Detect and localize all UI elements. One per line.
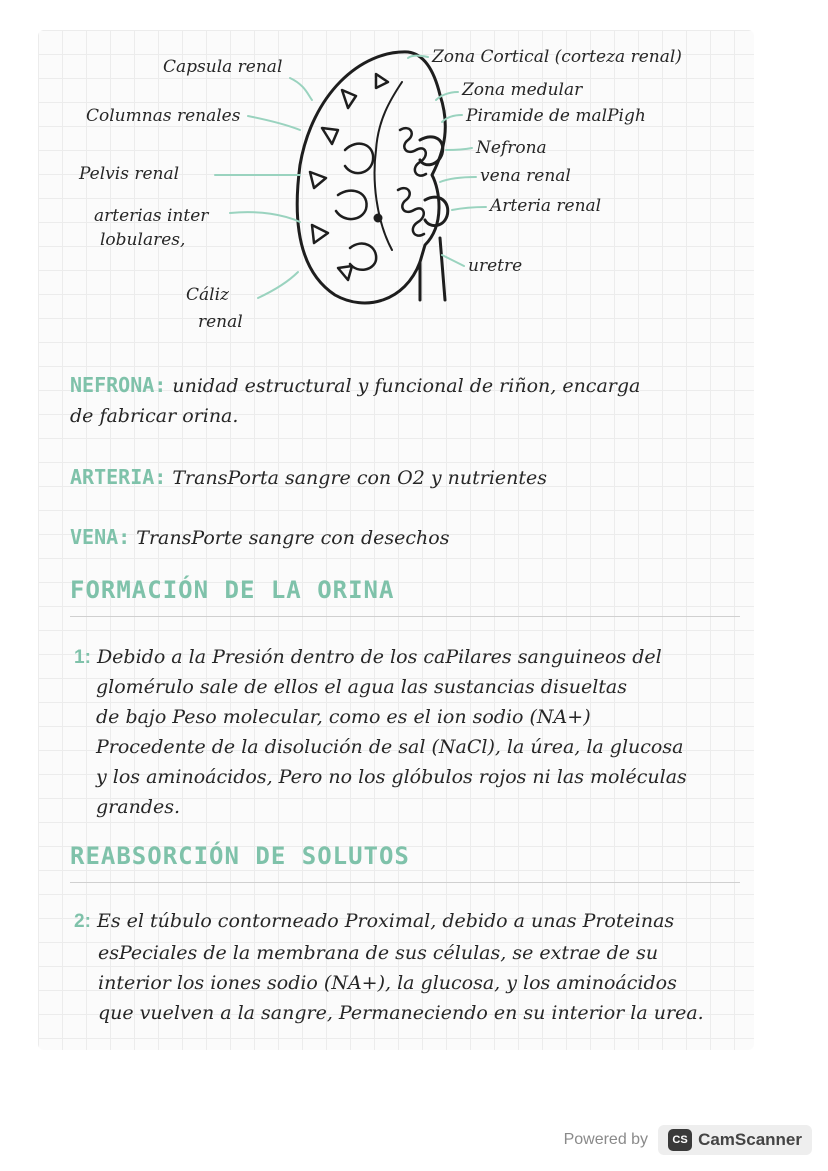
definition-arteria-text: TransPorta sangre con O2 y nutrientes <box>172 467 548 489</box>
label-vena-renal: vena renal <box>480 166 571 186</box>
term-nefrona: NEFRONA: <box>70 373 167 397</box>
section-title-reabsorcion: REABSORCIÓN DE SOLUTOS <box>70 842 410 870</box>
label-piramide: Piramide de malPigh <box>466 106 646 126</box>
definition-nefrona-line2: de fabricar orina. <box>70 405 239 427</box>
section-title-formacion: FORMACIÓN DE LA ORINA <box>70 576 395 604</box>
label-caliz: Cáliz <box>186 285 229 305</box>
section2-line1-text: Es el túbulo contorneado Proximal, debido a unas Proteinas <box>96 910 675 932</box>
label-pelvis-renal: Pelvis renal <box>79 164 180 184</box>
label-capsula-renal: Capsula renal <box>163 57 283 77</box>
term-arteria: ARTERIA: <box>70 465 167 489</box>
label-uretre: uretre <box>468 256 523 276</box>
section1-line-1 <box>74 642 662 673</box>
label-zona-cortical: Zona Cortical (corteza renal) <box>432 47 682 67</box>
section2-line-4: que vuelven a la sangre, Permaneciendo en su interior la urea. <box>98 1002 704 1024</box>
camscanner-watermark <box>564 1123 812 1157</box>
section1-line-4: Procedente de la disolución de sal (NaCl), la úrea, la glucosa <box>96 736 684 758</box>
camscanner-logo-icon: CS <box>668 1129 692 1151</box>
definition-arteria <box>70 462 547 493</box>
section1-line-2: glomérulo sale de ellos el agua las sustancias disueltas <box>96 676 628 698</box>
definition-vena <box>70 522 449 553</box>
section1-number: 1: <box>74 647 91 668</box>
section1-line-6: grandes. <box>96 796 181 818</box>
label-zona-medular: Zona medular <box>462 80 583 100</box>
section2-line-2: esPeciales de la membrana de sus células, se extrae de su <box>98 942 659 964</box>
label-lobulares: lobulares, <box>100 230 186 250</box>
label-caliz-renal: renal <box>198 312 243 332</box>
label-columnas-renales: Columnas renales <box>86 106 241 126</box>
label-arteria-renal: Arteria renal <box>490 196 602 216</box>
kidney-outline <box>297 52 445 303</box>
powered-by-text: Powered by <box>563 1131 649 1148</box>
definition-nefrona <box>70 370 640 401</box>
section2-line-1 <box>74 906 674 937</box>
divider <box>70 616 740 617</box>
section1-line1-text: Debido a la Presión dentro de los caPilares sanguineos del <box>96 646 662 668</box>
camscanner-brand <box>658 1125 812 1155</box>
term-vena: VENA: <box>70 525 131 549</box>
definition-vena-text: TransPorte sangre con desechos <box>136 527 450 549</box>
section2-line-3: interior los iones sodio (NA+), la glucosa, y los aminoácidos <box>98 972 677 994</box>
label-arterias-inter: arterias inter <box>94 206 209 226</box>
section2-number: 2: <box>74 911 91 932</box>
camscanner-name: CamScanner <box>698 1130 802 1149</box>
definition-nefrona-line1: unidad estructural y funcional de riñon, encarga <box>172 375 641 397</box>
section1-line-3: de bajo Peso molecular, como es el ion sodio (NA+) <box>96 706 591 728</box>
label-nefrona: Nefrona <box>476 138 547 158</box>
divider <box>70 882 740 883</box>
section1-line-5: y los aminoácidos, Pero no los glóbulos rojos ni las moléculas <box>96 766 687 788</box>
